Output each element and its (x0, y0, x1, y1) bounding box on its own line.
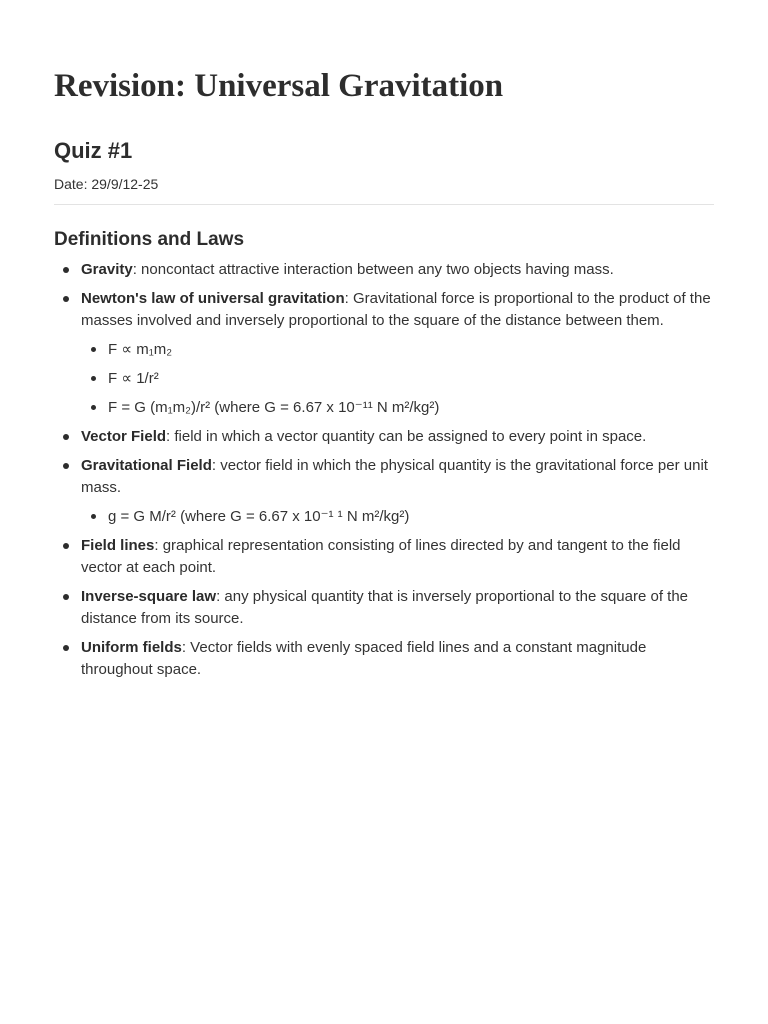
term-definition: : any physical quantity that is inversely proportional to the square of the distance from its source. (81, 588, 689, 627)
divider (54, 204, 714, 205)
term-label: Vector Field (81, 428, 167, 445)
term-definition: : vector field in which the physical quantity is the gravitational force per unit mass. (81, 457, 708, 496)
section-heading: Definitions and Laws (54, 229, 245, 250)
term-label: Uniform fields (81, 639, 182, 656)
list-item-gravity (54, 259, 714, 281)
list-item-newtons-law (54, 288, 714, 419)
term-label: Newton's law of universal gravitation (81, 290, 345, 307)
term-label: Field lines (81, 537, 155, 554)
formula-item: g = G M/r² (where G = 6.67 x 10⁻¹ ¹ N m²/kg²) (81, 506, 714, 528)
list-item-uniform-fields (54, 637, 714, 681)
term-definition: : Vector fields with evenly spaced field lines and a constant magnitude throughout space. (81, 639, 647, 678)
formula-item: F ∝ 1/r² (81, 368, 714, 390)
term-definition: : field in which a vector quantity can be assigned to every point in space. (166, 428, 647, 445)
document-page (54, 62, 714, 678)
formula-item: F ∝ m₁m₂ (81, 339, 714, 361)
term-label: Gravity (81, 261, 133, 278)
formula-list (81, 506, 714, 528)
term-label: Gravitational Field (81, 457, 212, 474)
term-label: Inverse-square law (81, 588, 217, 605)
formula-list (81, 339, 714, 419)
quiz-heading: Quiz #1 (54, 138, 133, 163)
term-definition: : noncontact attractive interaction between any two objects having mass. (132, 261, 614, 278)
term-definition: : Gravitational force is proportional to the product of the masses involved and inversely proportional to the square of the distance between them. (81, 290, 711, 329)
list-item-field-lines (54, 535, 714, 579)
formula-item: F = G (m₁m₂)/r² (where G = 6.67 x 10⁻¹¹ N m²/kg²) (81, 397, 714, 419)
date-line: Date: 29/9/12-25 (54, 176, 159, 192)
list-item-inverse-square-law (54, 586, 714, 630)
list-item-gravitational-field (54, 455, 714, 528)
list-item-vector-field (54, 426, 714, 448)
definitions-list (54, 259, 714, 688)
document-title: Revision: Universal Gravitation (54, 68, 504, 104)
term-definition: : graphical representation consisting of lines directed by and tangent to the field vector at each point. (81, 537, 681, 576)
